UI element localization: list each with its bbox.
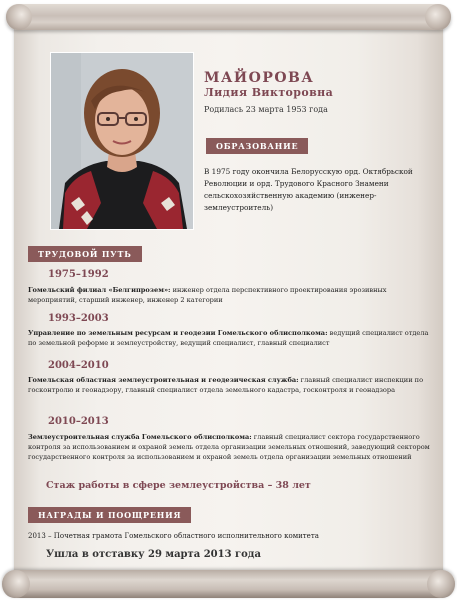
career-position: главный специалист сектора государственного контроля за использованием и охраной земель отдела организации земельных отношений, заведующий сектором государственного контроля за использованием и охраной земель отдела организации земельных отношений: [28, 433, 430, 461]
scroll-top-roll: [6, 4, 451, 30]
career-period-description: [28, 328, 430, 348]
career-period-description: [28, 285, 430, 305]
career-organization: Управление по земельным ресурсам и геодезии Гомельского облисполкома:: [28, 329, 328, 337]
education-text: В 1975 году окончила Белорусскую орд. Октябрьской Революции и орд. Трудового Красного Знамени сельскохозяйственную академию (инженер-землеустроитель): [204, 167, 413, 212]
awards-heading: НАГРАДЫ И ПООЩРЕНИЯ: [28, 507, 191, 523]
career-period-description: [28, 432, 430, 462]
career-organization: Землеустроительная служба Гомельского облисполкома:: [28, 433, 252, 441]
education-heading: ОБРАЗОВАНИЕ: [206, 138, 308, 154]
work-experience: Стаж работы в сфере землеустройства – 38 лет: [46, 480, 311, 491]
career-period-years: 2010–2013: [48, 416, 109, 427]
award-item: 2013 – Почетная грамота Гомельского областного исполнительного комитета: [28, 532, 319, 540]
career-period-description: [28, 375, 430, 395]
person-surname: МАЙОРОВА: [204, 70, 315, 86]
birth-date: Родилась 23 марта 1953 года: [204, 105, 328, 114]
career-organization: Гомельский филиал «Белгипрозем»:: [28, 286, 171, 294]
person-given-names: Лидия Викторовна: [204, 86, 334, 99]
career-position: инженер отдела перспективного проектирования эрозивных мероприятий, старший инженер, инженер 2 категории: [28, 286, 387, 304]
career-period-years: 1993–2003: [48, 313, 109, 324]
career-position: главный специалист инспекции по госконтролю и геонадзору, главный специалист отдела земельного кадастра, госконтроля и геонадзора: [28, 376, 424, 394]
career-period-years: 1975–1992: [48, 269, 109, 280]
scroll-bottom-roll: [2, 570, 455, 598]
career-position: ведущий специалист отдела по земельной реформе и землеустройству, ведущий специалист, главный специалист: [28, 329, 429, 347]
career-heading: ТРУДОВОЙ ПУТЬ: [28, 246, 142, 262]
career-organization: Гомельская областная землеустроительная и геодезическая служба:: [28, 376, 299, 384]
retirement-date: Ушла в отставку 29 марта 2013 года: [46, 549, 261, 560]
portrait-photo: [50, 52, 194, 230]
career-period-years: 2004–2010: [48, 360, 109, 371]
